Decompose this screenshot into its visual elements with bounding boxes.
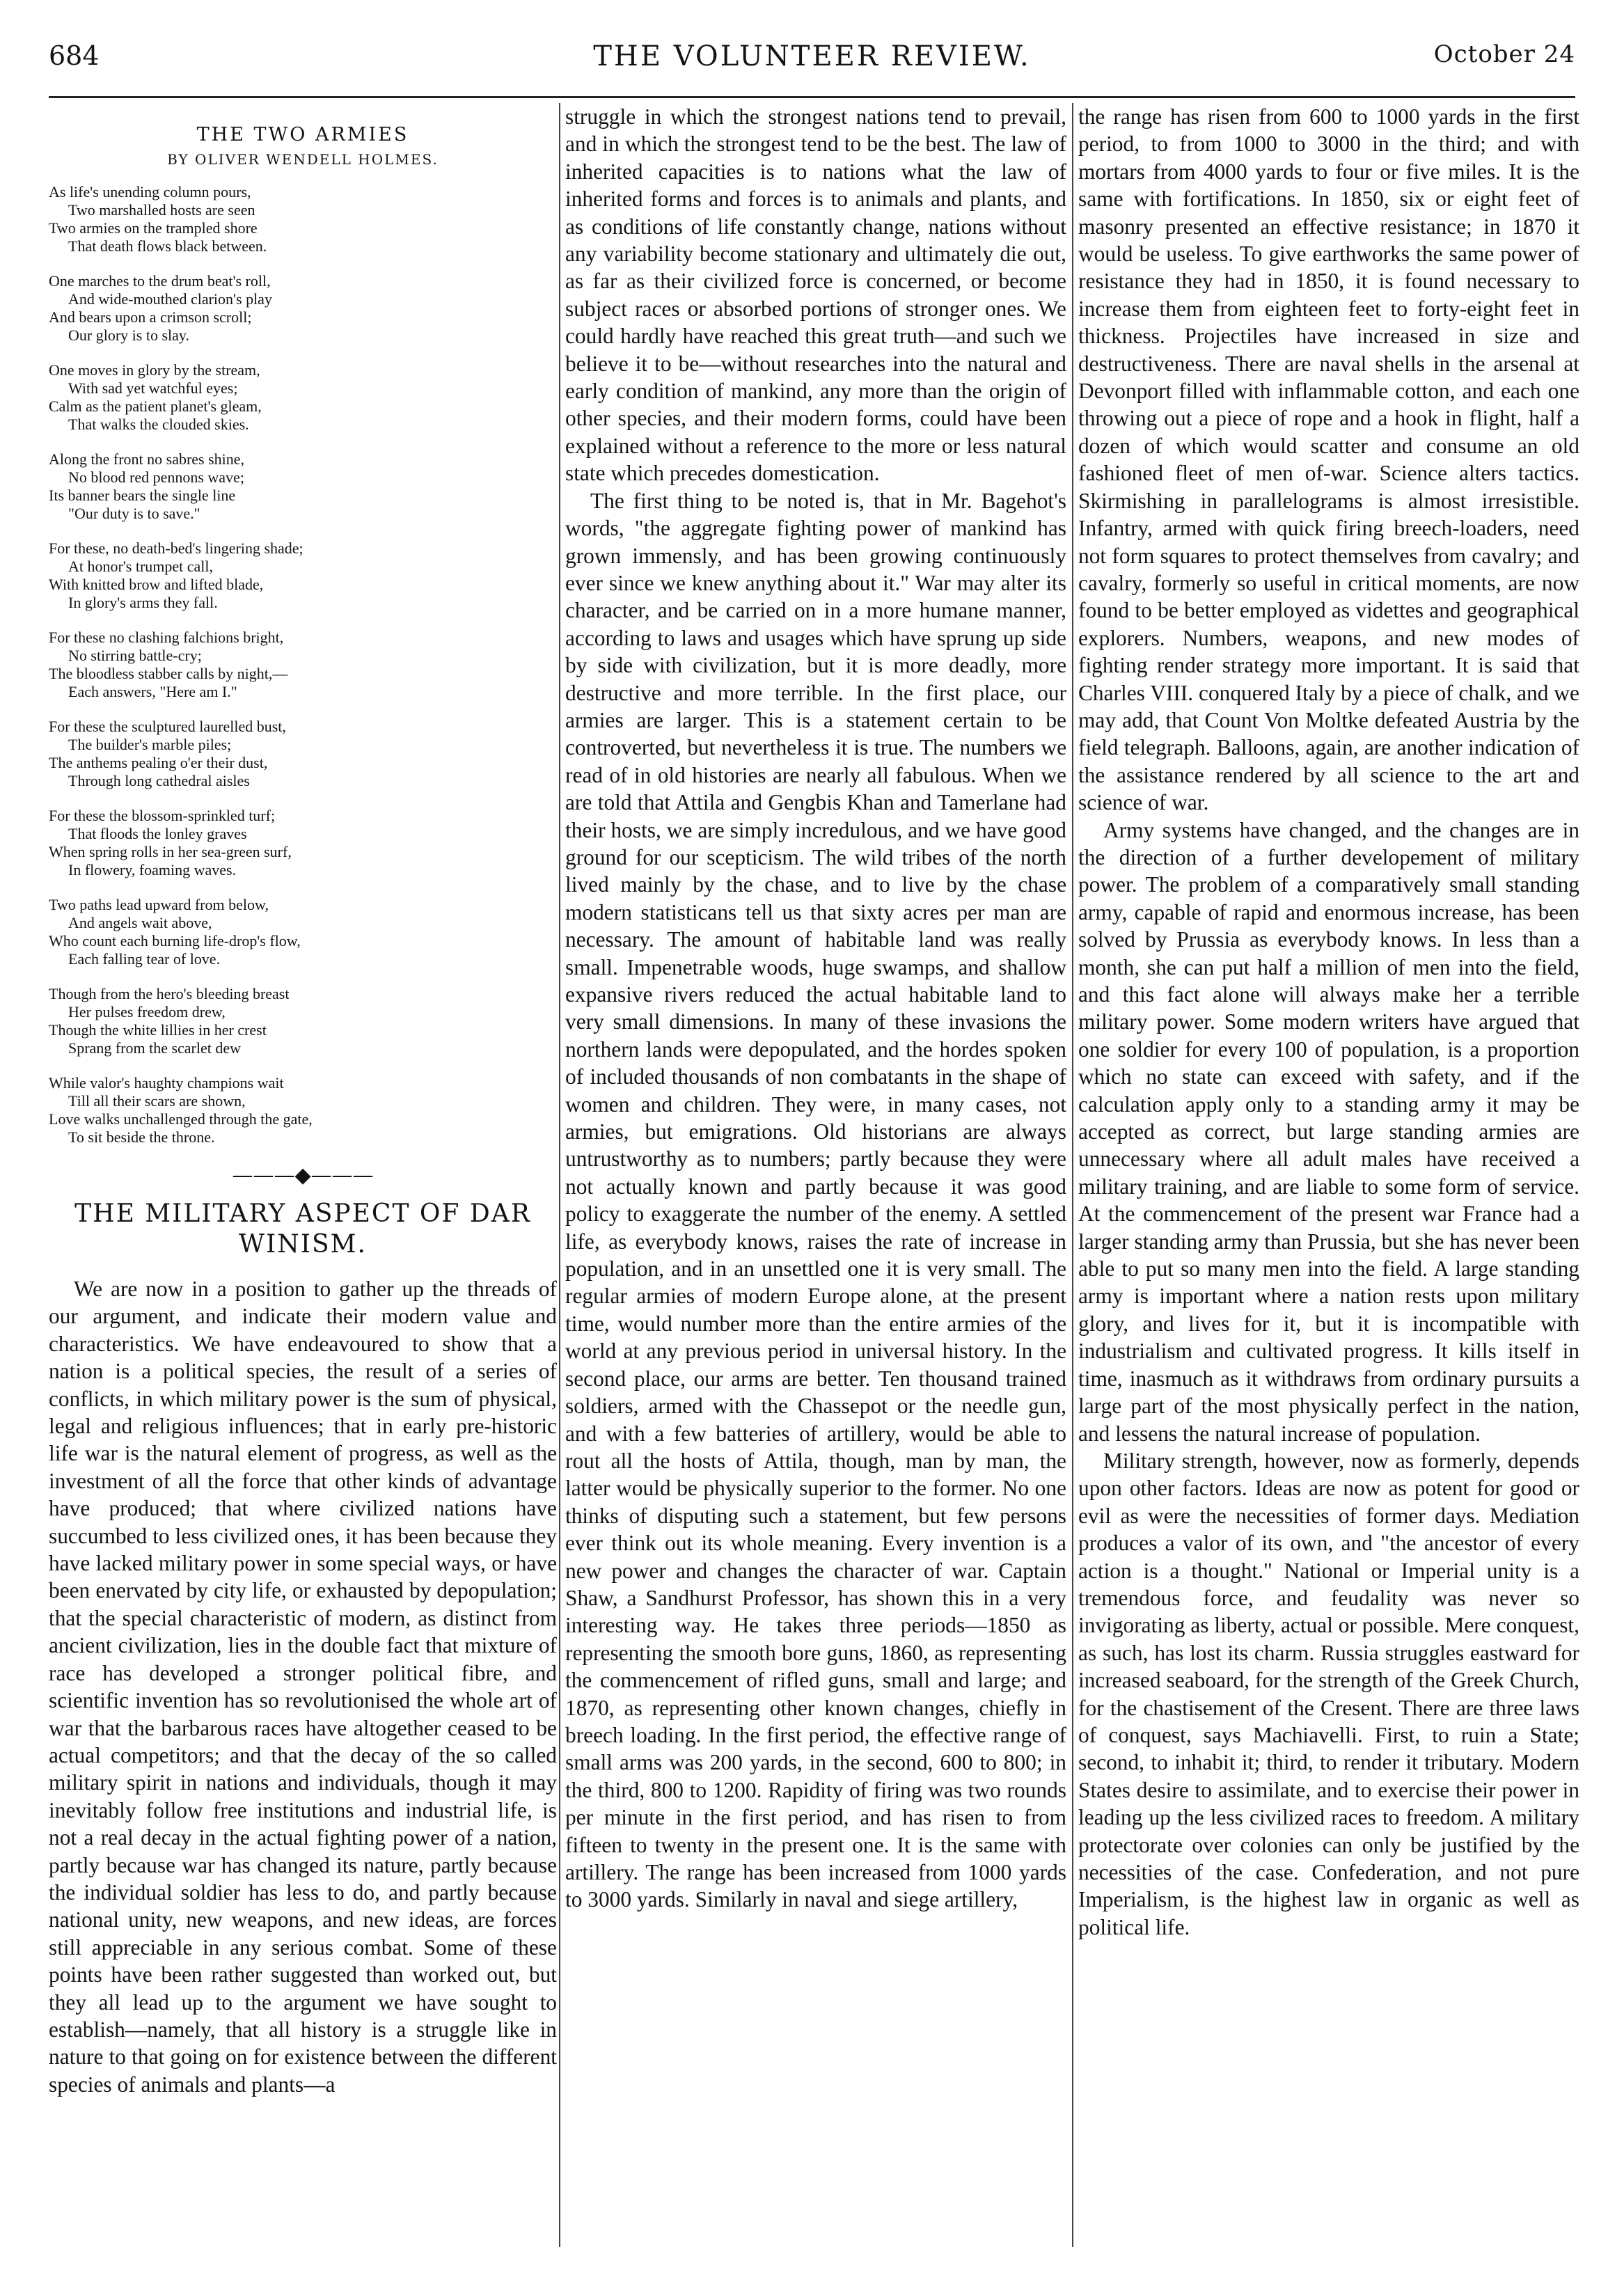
- issue-date: October 24: [1433, 40, 1575, 68]
- poem-line: In flowery, foaming waves.: [68, 861, 237, 878]
- poem-line: One marches to the drum beat's roll,: [49, 272, 271, 290]
- poem-line: Who count each burning life-drop's flow,: [49, 932, 301, 949]
- poem-stanza: [49, 985, 557, 1057]
- poem-line: Though from the hero's bleeding breast: [49, 985, 290, 1002]
- paragraph: Military strength, however, now as formerly, depends upon other factors. Ideas are now as potent for good or evil as were the necessities of former days. Mediation produces a valor of its own, and "the ancestor of every action is a thought." National or Imperial unity is a tremendous force, and feudality was never so invigorating as liberty, actual or possible. Mere conquest, as such, has lost its charm. Russia struggles eastward for increased seaboard, for the strength of the Greek Church, for the chastisement of the Cresent. There are three laws of conquest, says Machiavelli. First, to ruin a State; second, to inhabit it; third, to render it tributary. Modern States desire to assimilate, and to exercise their power in leading up the less civilized races to freedom. A military protectorate over colonies can only be justified by the necessities of the case. Confederation, and not pure Imperialism, is the highest law in organic as well as political life.: [1078, 1448, 1579, 1939]
- column-1: [49, 103, 557, 2098]
- poem-body: [49, 183, 557, 1146]
- poem-line: For these, no death-bed's lingering shade;: [49, 539, 303, 557]
- poem-line: Each falling tear of love.: [68, 950, 221, 968]
- poem-line: As life's unending column pours,: [49, 183, 251, 200]
- poem-line: Two paths lead upward from below,: [49, 896, 269, 913]
- poem-line: Two armies on the trampled shore: [49, 219, 258, 237]
- poem-line: Sprang from the scarlet dew: [68, 1039, 242, 1057]
- poem-line: For these the blossom-sprinkled turf;: [49, 807, 276, 824]
- page-header: [0, 40, 1624, 89]
- poem-line: Her pulses freedom drew,: [68, 1003, 226, 1020]
- poem-line: Till all their scars are shown,: [68, 1092, 246, 1110]
- poem-line: And wide-mouthed clarion's play: [68, 290, 272, 308]
- poem-stanza: [49, 629, 557, 701]
- poem-line: That death flows black between.: [68, 237, 267, 255]
- poem-stanza: [49, 539, 557, 612]
- article-title-line: WINISM.: [239, 1230, 367, 1259]
- poem-stanza: [49, 361, 557, 434]
- poem-line: For these the sculptured laurelled bust,: [49, 718, 286, 735]
- poem-line: Along the front no sabres shine,: [49, 450, 245, 468]
- page-number: 684: [49, 40, 100, 71]
- poem-line: "Our duty is to save.": [68, 505, 200, 522]
- poem-line: The builder's marble piles;: [68, 736, 232, 753]
- poem-stanza: [49, 1074, 557, 1146]
- poem-line: With sad yet watchful eyes;: [68, 379, 238, 397]
- masthead-title: THE VOLUNTEER REVIEW.: [593, 40, 1031, 72]
- poem-line: To sit beside the throne.: [68, 1128, 215, 1146]
- paragraph: The first thing to be noted is, that in Mr. Bagehot's words, "the aggregate fighting power of mankind has grown immensly, and has been growing continuously ever since we knew anything about it." War may alter its character, and be carried on in a more humane manner, according to laws and usages which have sprung up side by side with civilization, but it is more deadly, more destructive and more terrible. In the first place, our armies are larger. This is a statement certain to be controverted, but nevertheless it is true. The numbers we read of in old histories are nearly all fabulous. When we are told that Attila and Gengbis Khan and Tamerlane had their hosts, we are simply incredulous, and we have good ground for our scepticism. The wild tribes of the north lived mainly by the chase, and to live by the chase modern statisticans tell us that sixty acres per man are necessary. The amount of habitable land was really small. Impenetrable woods, huge swamps, and shallow expansive rivers reduced the actual habitable land to very small dimensions. In many of these invasions the northern lands were depopulated, and the hordes spoken of included thousands of non combatants in the shape of women and children. They were, in many cases, not armies, but emigrations. Old historians are always untrustworthy as to numbers; partly because they were not actually known and partly because it was good policy to exaggerate the number of the enemy. A settled life, as everybody knows, raises the rate of increase in population, and in an unsettled one it is very small. The regular armies of modern Europe alone, at the present time, would number more than the entire armies of the world at any previous period in universal history. In the second place, our arms are better. Ten thousand trained soldiers, armed with the Chassepot or the needle gun, and with a few batteries of artillery, would be able to rout all the hosts of Attila, though, man by man, the latter would be physically superior to the former. No one thinks of disputing such a statement, but few persons ever think out its whole meaning. Every invention is a new power and changes the character of war. Captain Shaw, a Sandhurst Professor, has shown this in a very interesting way. He takes three periods—1850 as representing the smooth bore guns, 1860, as representing the commencement of rifled guns, small and large; and 1870, as representing other known changes, chiefly in breech loading. In the first period, the effective range of small arms was 200 yards, in the second, 600 to 800; in the third, 800 to 1200. Rapidity of firing was two rounds per minute in the first period, and has risen to from fifteen to twenty in the present one. It is the same with artillery. The range has been increased from 1000 yards to 3000 yards. Similarly in naval and siege artillery,: [565, 488, 1066, 1912]
- poem-line: With knitted brow and lifted blade,: [49, 576, 264, 593]
- column-2: [565, 103, 1066, 1914]
- poem-author: BY OLIVER WENDELL HOLMES.: [167, 151, 439, 168]
- poem-line: In glory's arms they fall.: [68, 594, 218, 611]
- article-body-col1: [49, 1275, 557, 2098]
- poem-line: While valor's haughty champions wait: [49, 1074, 284, 1091]
- paragraph: Army systems have changed, and the changes are in the direction of a further developement of military power. The problem of a comparatively small standing army, capable of rapid and enormous increase, has been solved by Prussia as everybody knows. In less than a month, she can put half a million of men into the field, and this fact alone will always make her a terrible military power. Some modern writers have argued that one soldier for every 100 of population, is a proportion which no state can exceed with safety, and if the calculation apply only to a standing army it may be accepted as correct, but large standing armies are unnecessary where all adult males have received a military training, and are liable to some form of service. At the commencement of the present war France had a larger standing army than Prussia, but she has never been able to put so many men into the field. A large standing army is important where a nation rests upon military glory, and lives for it, but it is incompatible with industrialism and cultivated progress. It kills itself in time, inasmuch as it withdraws from ordinary pursuits a large part of the most physically perfect in the nation, and lessens the natural increase of population.: [1078, 817, 1579, 1446]
- poem-stanza: [49, 272, 557, 345]
- poem-line: The bloodless stabber calls by night,—: [49, 665, 288, 682]
- article-body-col3: [1078, 103, 1579, 1941]
- poem-stanza: [49, 718, 557, 790]
- poem-line: And angels wait above,: [68, 914, 212, 931]
- section-ornament: ———◆———: [232, 1163, 374, 1188]
- paragraph: struggle in which the strongest nations tend to prevail, and in which the strongest tend to be the best. The law of inherited capacities is to nations what the law of inherited forms and forces is to animals and plants, and as conditions of life constantly change, nations without any variability become stationary and ultimately die out, as far as their civilized force is concerned, or become subject races or absorbed portions of stronger ones. We could hardly have reached this great truth—and such we believe it to be—without researches into the natural and early condition of mankind, any more than the origin of other species, and their modern forms, could have been explained without a reference to the more or less natural state which precedes domestication.: [565, 104, 1066, 486]
- poem-line: Calm as the patient planet's gleam,: [49, 397, 262, 415]
- poem-line: For these no clashing falchions bright,: [49, 629, 284, 646]
- poem-stanza: [49, 896, 557, 968]
- poem-title: THE TWO ARMIES: [196, 124, 409, 145]
- poem-line: No stirring battle-cry;: [68, 647, 202, 664]
- poem-line: Our glory is to slay.: [68, 326, 189, 344]
- poem-line: That floods the lonley graves: [68, 825, 247, 842]
- poem-line: And bears upon a crimson scroll;: [49, 308, 252, 326]
- paragraph: the range has risen from 600 to 1000 yards in the first period, to from 1000 to 3000 in the third; and with mortars from 4000 yards to four or five miles. It is the same with fortifications. In 1850, six or eight feet of masonry presented an effective resistance; in 1870 it would be useless. To give earthworks the same power of resistance they had in 1850, it is found necessary to increase them from eighteen feet to forty-eight feet in thickness. Projectiles have increased in size and destructiveness. There are naval shells in the arsenal at Devonport filled with inflammable cotton, and each one throwing out a piece of rope and a hook in flight, half a dozen of which would scatter and consume an old fashioned fleet of men of-war. Science alters tactics. Skirmishing in parallelograms is almost irresistible. Infantry, armed with quick firing breech-loaders, need not form squares to protect themselves from cavalry; and cavalry, formerly so useful in critical moments, are now found to be better employed as videttes and geographical explorers. Numbers, weapons, and new modes of fighting render strategy more important. It is said that Charles VIII. conquered Italy by a piece of chalk, and we may add, that Count Von Moltke defeated Austria by the field telegraph. Balloons, again, are another indication of the assistance rendered by all science to the art and science of war.: [1078, 104, 1579, 815]
- poem-line: Two marshalled hosts are seen: [68, 201, 255, 219]
- article-title-line: THE MILITARY ASPECT OF DAR: [74, 1199, 531, 1228]
- column-divider: [1072, 103, 1073, 2247]
- article-title: [49, 1199, 557, 1260]
- poem-line: One moves in glory by the stream,: [49, 361, 260, 379]
- header-rule: [49, 96, 1575, 98]
- article-body-col2: [565, 103, 1066, 1914]
- paragraph: We are now in a position to gather up the threads of our argument, and indicate their modern value and characteristics. We have endeavoured to show that a nation is a political species, the result of a series of conflicts, in which military power is the sum of physical, legal and religious influences; that in early pre-historic life war is the natural element of progress, as well as the investment of all the force that other kinds of advantage have produced; that where civilized nations have succumbed to less civilized ones, it has been because they have lacked military power in some special ways, or have been enervated by city life, or exhausted by depopulation; that the special characteristic of modern, as distinct from ancient civilization, lies in the double fact that mixture of race has developed a stronger political fibre, and scientific invention has so revolutionised the whole art of war that the barbarous races have altogether ceased to be actual competitors; and that the decay of the so called military spirit in nations and individuals, though it may inevitably follow free institutions and industrial life, is not a real decay in the actual fighting power of a nation, partly because war has changed its nature, partly because the individual soldier has less to do, and partly because national unity, new weapons, and new ideas, are forces still appreciable in any serious combat. Some of these points have been rather suggested than worked out, but they all lead up to the argument we have sought to establish—namely, that all history is a struggle like in nature to that going on for existence between the different species of animals and plants—a: [49, 1277, 557, 2097]
- column-divider: [559, 103, 560, 2247]
- poem-line: Love walks unchallenged through the gate,: [49, 1110, 313, 1128]
- poem-stanza: [49, 450, 557, 523]
- poem-line: Through long cathedral aisles: [68, 772, 250, 789]
- poem-line: At honor's trumpet call,: [68, 558, 214, 575]
- column-3: [1078, 103, 1579, 1941]
- poem-line: No blood red pennons wave;: [68, 468, 244, 486]
- poem-line: That walks the clouded skies.: [68, 416, 249, 433]
- poem-line: Each answers, "Here am I.": [68, 683, 237, 700]
- poem-stanza: [49, 183, 557, 255]
- poem-line: The anthems pealing o'er their dust,: [49, 754, 268, 771]
- poem-line: When spring rolls in her sea-green surf,: [49, 843, 292, 860]
- poem-line: Though the white lillies in her crest: [49, 1021, 267, 1039]
- poem-stanza: [49, 807, 557, 879]
- poem-line: Its banner bears the single line: [49, 487, 236, 504]
